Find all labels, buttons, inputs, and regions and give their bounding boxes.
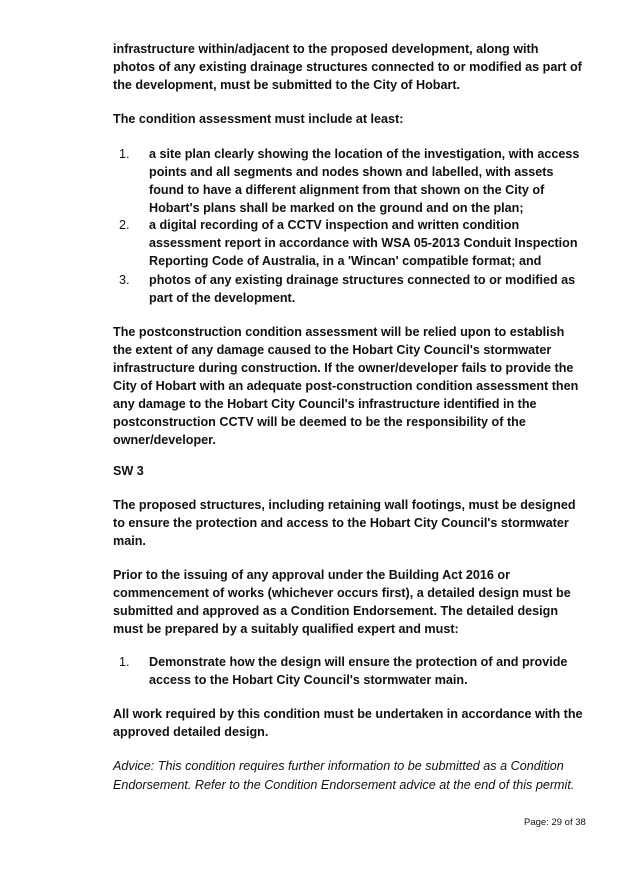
paragraph-assessment-intro: The condition assessment must include at least: [113, 112, 404, 126]
paragraph-all-work: All work required by this condition must be undertaken in accordance with the approved detailed design. [113, 707, 583, 739]
list-item-text: a digital recording of a CCTV inspection and written condition assessment report in accordance with WSA 05-2013 Conduit Inspection Reporting Code of Australia, in a 'Wincan' compatible format; and [149, 218, 578, 268]
page-number-footer: Page: 29 of 38 [524, 817, 586, 828]
paragraph-prior-approval: Prior to the issuing of any approval under the Building Act 2016 or commencement of works (whichever occurs first), a detailed design must be submitted and approved as a Condition Endorsement. The detailed design must be prepared by a suitably qualified expert and must: [113, 568, 571, 636]
paragraph-structures: The proposed structures, including retaining wall footings, must be designed to ensure the protection and access to the Hobart City Council's stormwater main. [113, 498, 576, 548]
paragraph-postconstruction: The postconstruction condition assessment will be relied upon to establish the extent of any damage caused to the Hobart City Council's stormwater infrastructure during construction. If the owner/developer fails to provide the City of Hobart with an adequate post-construction condition assessment then any damage to the Hobart City Council's infrastructure identified in the postconstruction CCTV will be deemed to be the responsibility of the owner/developer. [113, 325, 579, 447]
list-item-number: 1. [119, 655, 130, 669]
heading-sw3: SW 3 [113, 464, 144, 478]
list-item-number: 2. [119, 218, 130, 232]
list-item-text: photos of any existing drainage structures connected to or modified as part of the development. [149, 273, 576, 305]
list-item-number: 1. [119, 147, 130, 161]
advice-note: Advice: This condition requires further information to be submitted as a Condition Endorsement. Refer to the Condition Endorsement advice at the end of this permit. [113, 759, 575, 792]
list-item-text: Demonstrate how the design will ensure the protection of and provide access to the Hobart City Council's stormwater main. [149, 655, 568, 687]
list-item-number: 3. [119, 273, 130, 287]
list-item-text: a site plan clearly showing the location of the investigation, with access points and all segments and nodes shown and labelled, with assets found to have a different alignment from that shown on the City of Hobart's plans shall be marked on the ground and on the plan; [149, 147, 580, 215]
paragraph-intro: infrastructure within/adjacent to the proposed development, along with photos of any existing drainage structures connected to or modified as part of the development, must be submitted to the City of Hobart. [113, 42, 582, 92]
